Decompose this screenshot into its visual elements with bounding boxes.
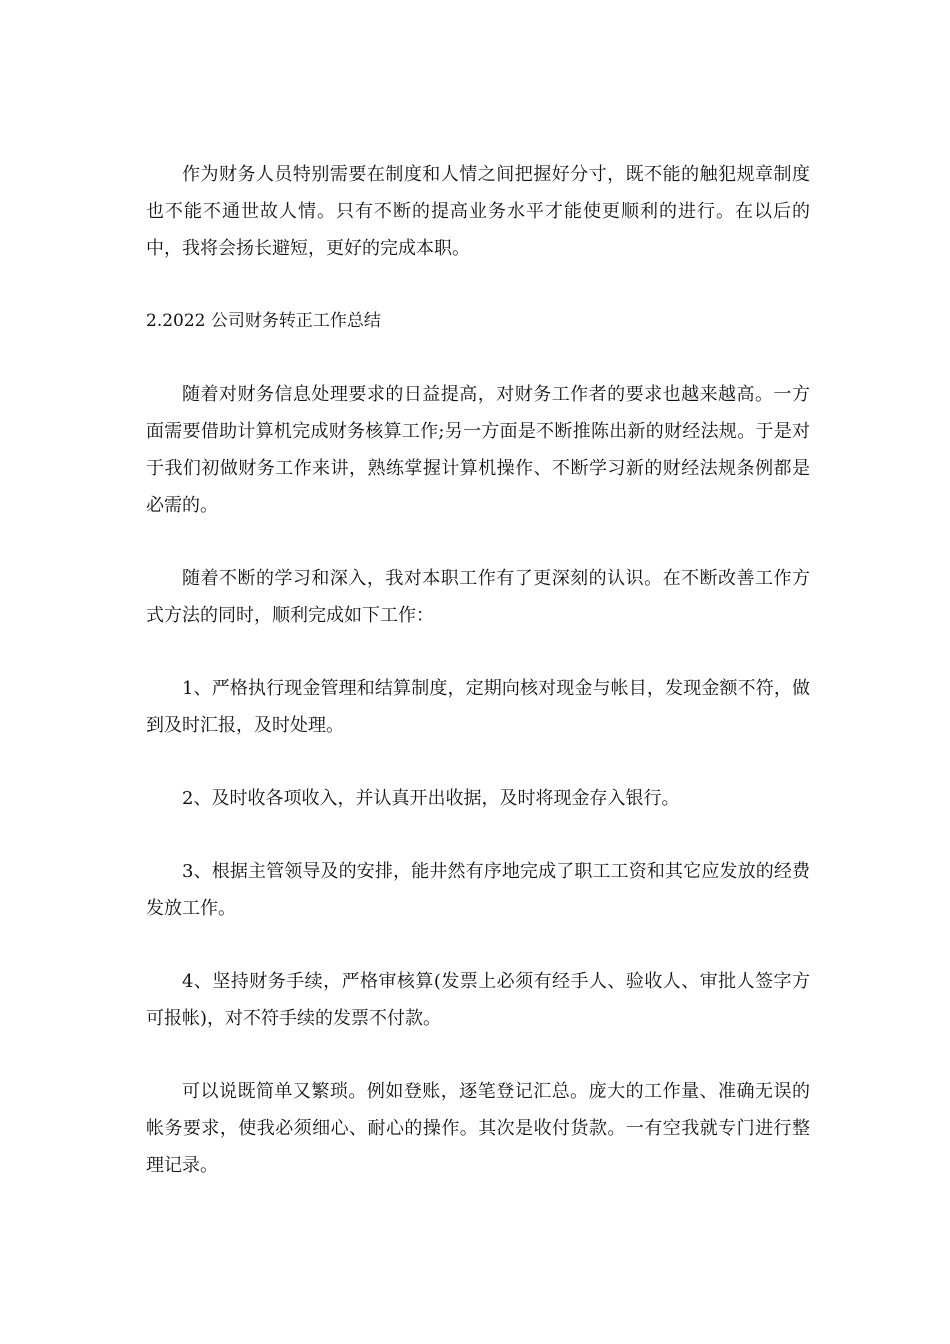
list-item-4: 4、坚持财务手续，严格审核算(发票上必须有经手人、验收人、审批人签字方可报帐)，对不符手续的发票不付款。 — [146, 971, 810, 1029]
paragraph-summary: 可以说既简单又繁琐。例如登账，逐笔登记汇总。庞大的工作量、准确无误的帐务要求，使我必须细心、耐心的操作。其次是收付货款。一有空我就专门进行整理记录。 — [146, 1081, 810, 1176]
section-heading: 2.2022 公司财务转正工作总结 — [146, 311, 381, 331]
paragraph-gap — [146, 340, 810, 376]
list-item-2: 2、及时收各项收入，并认真开出收据，及时将现金存入银行。 — [182, 788, 680, 809]
document-body — [146, 156, 810, 1184]
paragraph-gap — [146, 744, 810, 780]
paragraph-gap — [146, 817, 810, 853]
paragraph-gap — [146, 267, 810, 303]
list-item-3: 3、根据主管领导及的安排，能井然有序地完成了职工工资和其它应发放的经费发放工作。 — [146, 861, 810, 919]
paragraph-intro: 作为财务人员特别需要在制度和人情之间把握好分寸，既不能的触犯规章制度也不能不通世故人情。只有不断的提高业务水平才能使更顺利的进行。在以后的中，我将会扬长避短，更好的完成本职。 — [146, 164, 810, 259]
paragraph-gap — [146, 1037, 810, 1073]
paragraph-gap — [146, 634, 810, 670]
paragraph-understanding: 随着不断的学习和深入，我对本职工作有了更深刻的认识。在不断改善工作方式方法的同时，顺利完成如下工作： — [146, 568, 810, 626]
list-item-1: 1、严格执行现金管理和结算制度，定期向核对现金与帐目，发现金额不符，做到及时汇报，及时处理。 — [146, 678, 810, 736]
paragraph-gap — [146, 927, 810, 963]
paragraph-gap — [146, 524, 810, 560]
paragraph-requirements: 随着对财务信息处理要求的日益提高，对财务工作者的要求也越来越高。一方面需要借助计算机完成财务核算工作;另一方面是不断推陈出新的财经法规。于是对于我们初做财务工作来讲，熟练掌握计算机操作、不断学习新的财经法规条例都是必需的。 — [146, 384, 810, 516]
